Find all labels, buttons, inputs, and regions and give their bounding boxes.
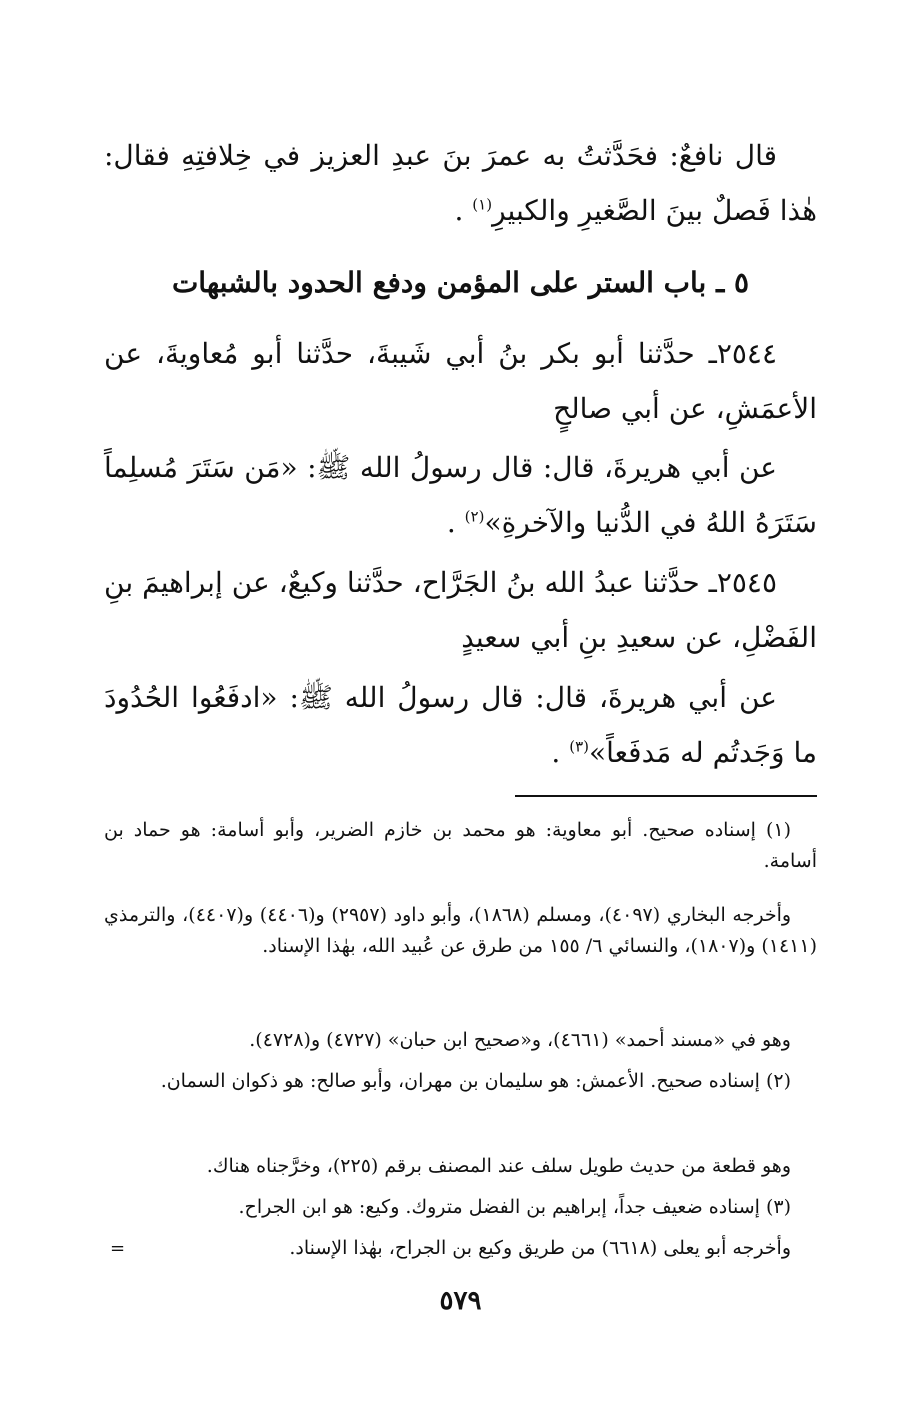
continuation-mark: = (110, 1238, 126, 1259)
matn-text: عن أبي هريرةَ، قال: قال رسولُ الله ﷺ: «ادفَعُوا الحُدُودَ ما وَجَدتُم له مَدفَعاً» (104, 681, 817, 769)
sentence-end: . (454, 194, 464, 227)
paragraph-text: قال نافعٌ: فحَدَّثتُ به عمرَ بنَ عبدِ العزيز في خِلافتِهِ فقال: هٰذا فَصلٌ بينَ الصَّغيرِ والكبيرِ (104, 139, 817, 227)
footnote-ref-1: (١) (472, 195, 493, 214)
matn-text: عن أبي هريرةَ، قال: قال رسولُ الله ﷺ: «مَن سَتَرَ مُسلِماً سَتَرَهُ اللهُ في الدُّنيا والآخرةِ» (104, 451, 817, 539)
footnote-1-sources: وأخرجه البخاري (٤٠٩٧)، ومسلم (١٨٦٨)، وأبو داود (٢٩٥٧) و(٤٤٠٦) و(٤٤٠٧)، والترمذي (١٤١١) و(١٨٠٧)، والنسائي ٦/ ١٥٥ من طرق عن عُبيد الله، بهٰذا الإسناد. (104, 904, 817, 957)
paragraph-nafi-statement (104, 128, 817, 238)
footnote-2-grading: (٢) إسناده صحيح. الأعمش: هو سليمان بن مهران، وأبو صالح: هو ذكوان السمان. (160, 1070, 791, 1092)
footnote-1-musnad: وهو في «مسند أحمد» (٤٦٦١)، و«صحيح ابن حبان» (٤٧٢٧) و(٤٧٢٨). (249, 1029, 791, 1051)
footnote-3-sources: وأخرجه أبو يعلى (٦٦١٨) من طريق وكيع بن الجراح، بهٰذا الإسناد. (289, 1237, 791, 1259)
hadith-2544-matn (104, 440, 817, 550)
hadith-2545-isnad: ٢٥٤٥ـ حدَّثنا عبدُ الله بنُ الجَرَّاح، حدَّثنا وكيعٌ، عن إبراهيمَ بنِ الفَضْلِ، عن سعيدِ بنِ أبي سعيدٍ (104, 566, 817, 654)
footnote-ref-3: (٣) (569, 737, 590, 756)
hadith-2545-matn (104, 670, 817, 780)
sentence-end: . (446, 506, 456, 539)
footnote-divider (515, 795, 817, 797)
footnote-3-grading: (٣) إسناده ضعيف جداً، إبراهيم بن الفضل متروك. وكيع: هو ابن الجراح. (238, 1196, 791, 1218)
footnote-2-note: وهو قطعة من حديث طويل سلف عند المصنف برقم (٢٢٥)، وخرَّجناه هناك. (206, 1155, 791, 1177)
footnote-1-grading: (١) إسناده صحيح. أبو معاوية: هو محمد بن خازم الضرير، وأبو أسامة: هو حماد بن أسامة. (104, 819, 817, 872)
sentence-end: . (551, 736, 561, 769)
book-page (104, 0, 817, 1419)
chapter-heading: ٥ ـ باب الستر على المؤمن ودفع الحدود بالشبهات (171, 266, 750, 299)
hadith-2544-isnad: ٢٥٤٤ـ حدَّثنا أبو بكر بنُ أبي شَيبةَ، حدَّثنا أبو مُعاويةَ، عن الأعمَشِ، عن أبي صالحٍ (104, 337, 817, 425)
page-number: ٥٧٩ (439, 1286, 482, 1316)
footnote-ref-2: (٢) (464, 507, 485, 526)
